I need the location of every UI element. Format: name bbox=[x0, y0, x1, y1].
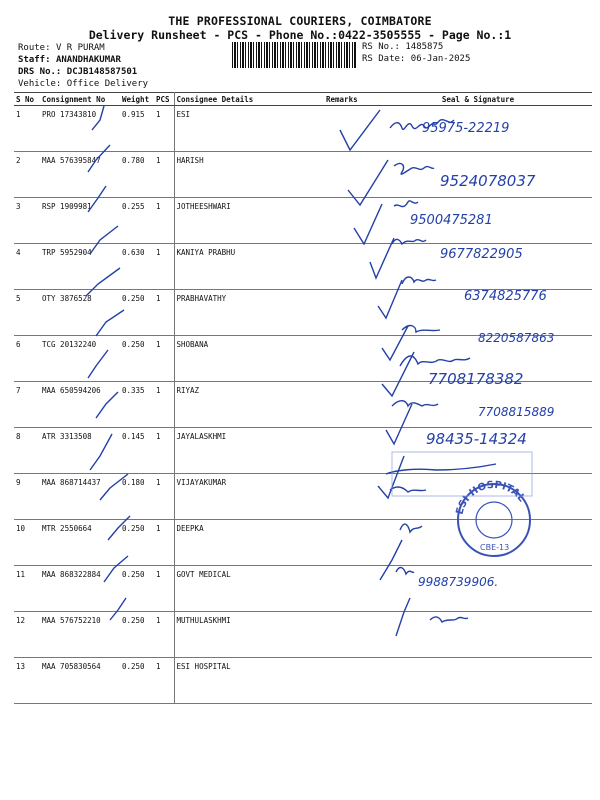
row-sno: 12 bbox=[14, 612, 40, 658]
row-pcs: 1 bbox=[154, 290, 174, 336]
row-consignment-no: MAA 705830564 bbox=[40, 658, 120, 704]
row-pcs: 1 bbox=[154, 612, 174, 658]
row-sno: 11 bbox=[14, 566, 40, 612]
handwritten-phone-9: 98435-14324 bbox=[426, 430, 527, 448]
row-pcs: 1 bbox=[154, 566, 174, 612]
row-weight: 0.250 bbox=[120, 520, 154, 566]
row-consignment-no: MAA 576752210 bbox=[40, 612, 120, 658]
row-weight: 0.180 bbox=[120, 474, 154, 520]
handwritten-phone-5: 6374825776 bbox=[464, 289, 547, 304]
col-consignment: Consignment No bbox=[40, 93, 120, 106]
row-signature bbox=[364, 106, 592, 152]
row-consignee: JAYALASKHMI bbox=[174, 428, 324, 474]
row-remarks bbox=[324, 428, 364, 474]
row-consignee: DEEPKA bbox=[174, 520, 324, 566]
table-row bbox=[14, 290, 592, 336]
row-weight: 0.780 bbox=[120, 152, 154, 198]
table-header bbox=[14, 93, 592, 106]
row-signature bbox=[364, 152, 592, 198]
row-remarks bbox=[324, 520, 364, 566]
col-sno: S No bbox=[14, 93, 40, 106]
row-sno: 7 bbox=[14, 382, 40, 428]
table-row bbox=[14, 612, 592, 658]
row-remarks bbox=[324, 566, 364, 612]
table-row bbox=[14, 474, 592, 520]
table-row bbox=[14, 198, 592, 244]
row-sno: 1 bbox=[14, 106, 40, 152]
row-pcs: 1 bbox=[154, 336, 174, 382]
table-row bbox=[14, 428, 592, 474]
row-pcs: 1 bbox=[154, 474, 174, 520]
row-signature bbox=[364, 658, 592, 704]
row-consignee: VIJAYAKUMAR bbox=[174, 474, 324, 520]
table-row bbox=[14, 658, 592, 704]
rs-no: RS No.: 1485875 bbox=[362, 42, 444, 52]
row-signature bbox=[364, 198, 592, 244]
drs-info: DRS No.: DCJB148587501 bbox=[18, 67, 138, 77]
row-signature bbox=[364, 520, 592, 566]
staff-value: ANANDHAKUMAR bbox=[55, 55, 121, 65]
row-consignee: ESI bbox=[174, 106, 324, 152]
row-consignment-no: TRP 5952904 bbox=[40, 244, 120, 290]
row-remarks bbox=[324, 336, 364, 382]
row-pcs: 1 bbox=[154, 152, 174, 198]
row-consignee: GOVT MEDICAL bbox=[174, 566, 324, 612]
row-weight: 0.250 bbox=[120, 566, 154, 612]
row-pcs: 1 bbox=[154, 382, 174, 428]
col-consignee: Consignee Details bbox=[174, 93, 324, 106]
row-signature bbox=[364, 474, 592, 520]
row-remarks bbox=[324, 382, 364, 428]
row-consignment-no: PRO 17343810 bbox=[40, 106, 120, 152]
row-weight: 0.145 bbox=[120, 428, 154, 474]
svg-text:CBE-13: CBE-13 bbox=[480, 543, 510, 552]
row-remarks bbox=[324, 106, 364, 152]
handwritten-phone-10: 9988739906. bbox=[418, 575, 499, 589]
table-row bbox=[14, 520, 592, 566]
row-consignee: ESI HOSPITAL bbox=[174, 658, 324, 704]
row-weight: 0.250 bbox=[120, 336, 154, 382]
row-signature bbox=[364, 336, 592, 382]
row-consignee: HARISH bbox=[174, 152, 324, 198]
company-title: THE PROFESSIONAL COURIERS, COIMBATORE bbox=[168, 14, 432, 28]
col-remarks: Remarks bbox=[324, 93, 364, 106]
row-remarks bbox=[324, 290, 364, 336]
row-remarks bbox=[324, 658, 364, 704]
vehicle-value: Office Delivery bbox=[66, 79, 149, 89]
table-row bbox=[14, 566, 592, 612]
row-sno: 5 bbox=[14, 290, 40, 336]
table-row bbox=[14, 382, 592, 428]
row-sno: 8 bbox=[14, 428, 40, 474]
row-weight: 0.250 bbox=[120, 290, 154, 336]
staff-info: Staff: ANANDHAKUMAR bbox=[18, 55, 121, 65]
handwritten-phone-1: 95975-22219 bbox=[422, 121, 510, 136]
handwritten-phone-3: 9500475281 bbox=[410, 213, 493, 228]
handwritten-phone-8: 7708815889 bbox=[478, 405, 555, 419]
row-consignment-no: MAA 576395847 bbox=[40, 152, 120, 198]
row-signature bbox=[364, 382, 592, 428]
row-pcs: 1 bbox=[154, 244, 174, 290]
handwritten-phone-4: 9677822905 bbox=[440, 247, 523, 262]
row-consignment-no: ATR 3313508 bbox=[40, 428, 120, 474]
row-sno: 3 bbox=[14, 198, 40, 244]
table-row bbox=[14, 152, 592, 198]
row-remarks bbox=[324, 152, 364, 198]
row-pcs: 1 bbox=[154, 428, 174, 474]
route-value: V R PURAM bbox=[55, 43, 105, 53]
row-consignment-no: MAA 868322884 bbox=[40, 566, 120, 612]
row-weight: 0.915 bbox=[120, 106, 154, 152]
row-sno: 9 bbox=[14, 474, 40, 520]
row-consignment-no: TCG 20132240 bbox=[40, 336, 120, 382]
handwritten-phone-2: 9524078037 bbox=[440, 172, 536, 190]
row-consignee: SHOBANA bbox=[174, 336, 324, 382]
row-signature bbox=[364, 612, 592, 658]
table-row bbox=[14, 244, 592, 290]
row-sno: 4 bbox=[14, 244, 40, 290]
table-row bbox=[14, 106, 592, 152]
table-row bbox=[14, 336, 592, 382]
runsheet-table bbox=[14, 92, 592, 704]
col-pcs: PCS bbox=[154, 93, 174, 106]
row-consignment-no: MAA 650594206 bbox=[40, 382, 120, 428]
row-consignee: JOTHEESHWARI bbox=[174, 198, 324, 244]
row-signature bbox=[364, 566, 592, 612]
row-consignee: MUTHULASKHMI bbox=[174, 612, 324, 658]
row-sno: 13 bbox=[14, 658, 40, 704]
row-sno: 2 bbox=[14, 152, 40, 198]
row-remarks bbox=[324, 474, 364, 520]
row-consignment-no: RSP 1909981 bbox=[40, 198, 120, 244]
route-info: Route: V R PURAM bbox=[18, 43, 105, 53]
row-consignee: PRABHAVATHY bbox=[174, 290, 324, 336]
row-weight: 0.250 bbox=[120, 612, 154, 658]
row-pcs: 1 bbox=[154, 658, 174, 704]
handwritten-phone-6: 8220587863 bbox=[478, 331, 555, 345]
row-sno: 10 bbox=[14, 520, 40, 566]
rs-date: RS Date: 06-Jan-2025 bbox=[362, 54, 471, 64]
row-sno: 6 bbox=[14, 336, 40, 382]
row-weight: 0.255 bbox=[120, 198, 154, 244]
row-weight: 0.250 bbox=[120, 658, 154, 704]
handwritten-phone-7: 7708178382 bbox=[428, 370, 524, 388]
vehicle-info: Vehicle: Office Delivery bbox=[18, 79, 149, 89]
row-signature bbox=[364, 244, 592, 290]
row-pcs: 1 bbox=[154, 106, 174, 152]
col-signature: Seal & Signature bbox=[364, 93, 592, 106]
runsheet-subtitle: Delivery Runsheet - PCS - Phone No.:0422-3505555 - Page No.:1 bbox=[88, 28, 512, 42]
row-remarks bbox=[324, 198, 364, 244]
col-weight: Weight bbox=[120, 93, 154, 106]
row-remarks bbox=[324, 612, 364, 658]
row-remarks bbox=[324, 244, 364, 290]
row-weight: 0.630 bbox=[120, 244, 154, 290]
row-consignment-no: OTY 3876528 bbox=[40, 290, 120, 336]
barcode bbox=[232, 42, 356, 68]
row-signature bbox=[364, 428, 592, 474]
row-consignment-no: MTR 2550664 bbox=[40, 520, 120, 566]
row-consignee: RIYAZ bbox=[174, 382, 324, 428]
row-pcs: 1 bbox=[154, 198, 174, 244]
row-weight: 0.335 bbox=[120, 382, 154, 428]
row-signature bbox=[364, 290, 592, 336]
row-consignment-no: MAA 868714437 bbox=[40, 474, 120, 520]
row-consignee: KANIYA PRABHU bbox=[174, 244, 324, 290]
svg-text:ESI HOSPITAL: ESI HOSPITAL bbox=[454, 479, 527, 516]
drs-value: DCJB148587501 bbox=[66, 67, 138, 77]
row-pcs: 1 bbox=[154, 520, 174, 566]
